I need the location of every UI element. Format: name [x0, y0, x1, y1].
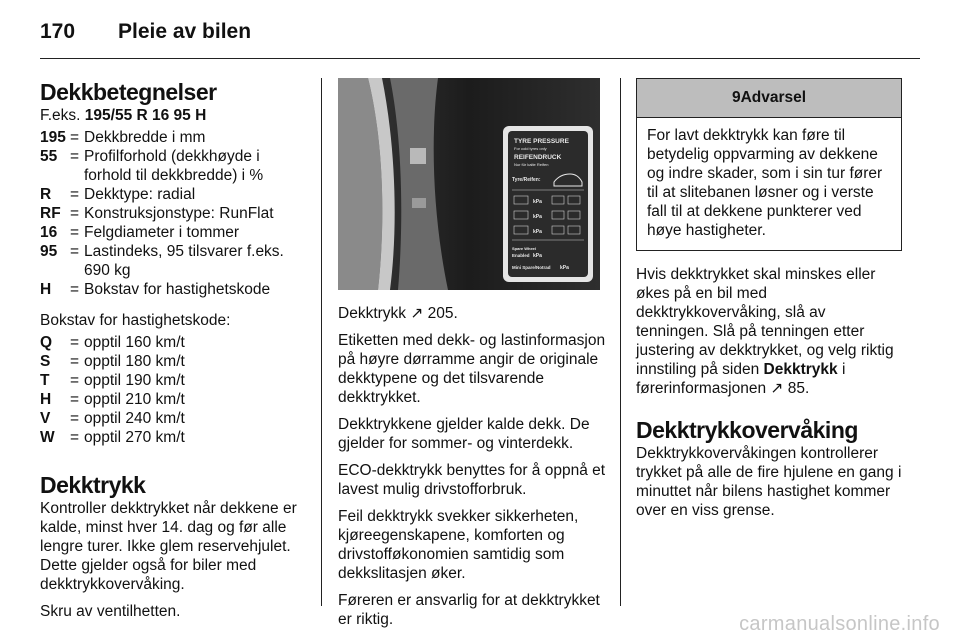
label-unit-3: kPa	[533, 229, 542, 235]
label-unit-4: kPa	[533, 253, 542, 259]
def-sep: =	[70, 243, 80, 260]
warning-title: Advarsel	[740, 89, 807, 106]
label-unit-2: kPa	[533, 214, 542, 220]
label-info-paragraph: Etiketten med dekk- og lastinformasjon på høyre dørramme angir de originale dekktypene og det tilsvarende dekktrykket.	[338, 332, 606, 406]
tpms-adjust-text-end: i førerinformasjonen	[636, 361, 846, 397]
def-text: Konstruksjonstype: RunFlat	[84, 205, 274, 222]
speed-row	[40, 371, 185, 390]
def-sep: =	[70, 148, 80, 165]
def-key: 95	[40, 243, 58, 260]
watermark: carmanualsonline.info	[739, 613, 940, 635]
speed-intro: Bokstav for hastighetskode:	[40, 312, 231, 329]
header-rule	[40, 58, 920, 59]
driver-responsibility-paragraph: Føreren er ansvarlig for at dekktrykket er riktig.	[338, 592, 600, 628]
speed-code-table	[40, 333, 185, 447]
def-text: Dekktype: radial	[84, 186, 196, 203]
heading-dekktrykk: Dekktrykk	[40, 472, 146, 498]
def-text: Bokstav for hastighetskode	[84, 281, 271, 298]
tpms-adjust-text: Hvis dekktrykket skal minskes eller økes på en bil med dekktrykkovervåking, slå av tenningen. Slå på tenningen etter justering av dekktrykket, og velg riktig innstiling på siden	[636, 266, 894, 378]
tpms-description-paragraph: Dekktrykkovervåkingen kontrollerer trykket på alle de fire hjulene en gang i minuttet når bilens hastighet kommer over en viss grense.	[636, 445, 902, 519]
arrow-icon: ↗︎	[770, 380, 784, 397]
speed-text: opptil 180 km/t	[84, 353, 185, 370]
label-unit-5: kPa	[560, 265, 569, 271]
label-spare-1: Spare Wheel	[512, 246, 537, 251]
def-row	[40, 128, 308, 147]
tpms-adjust-paragraph	[636, 265, 902, 398]
label-section: Tyre/Reifen:	[512, 177, 541, 183]
dekktrykk-ref-paragraph	[338, 304, 606, 323]
speed-row	[40, 428, 185, 447]
speed-text: opptil 160 km/t	[84, 334, 185, 351]
speed-key: W	[40, 429, 55, 446]
column-divider-1	[321, 78, 322, 606]
def-key: 55	[40, 148, 58, 165]
example-prefix: F.eks.	[40, 107, 81, 124]
def-sep: =	[70, 224, 80, 241]
def-row	[40, 242, 308, 280]
heading-dekkbetegnelser: Dekkbetegnelser	[40, 79, 217, 105]
speed-sep: =	[70, 372, 80, 389]
ref-page-link[interactable]: 85.	[787, 380, 810, 397]
def-row	[40, 280, 308, 299]
def-text: Lastindeks, 95 tilsvarer f.eks. 690 kg	[84, 243, 284, 279]
def-sep: =	[70, 186, 80, 203]
column-divider-2	[620, 78, 621, 606]
speed-sep: =	[70, 334, 80, 351]
tpms-menu-name: Dekktrykk	[763, 361, 838, 378]
speed-text: opptil 190 km/t	[84, 372, 185, 389]
cold-tyres-paragraph: Dekktrykkene gjelder kalde dekk. De gjelder for sommer- og vinterdekk.	[338, 416, 590, 452]
def-sep: =	[70, 205, 80, 222]
hinge-icon	[412, 198, 426, 208]
column-3	[636, 78, 902, 528]
ref-text: Dekktrykk	[338, 305, 407, 322]
def-row	[40, 223, 308, 242]
speed-sep: =	[70, 429, 80, 446]
speed-key: Q	[40, 334, 53, 351]
dekktrykk-paragraph: Kontroller dekktrykket når dekkene er kalde, minst hver 14. dag og før alle lengre turer. Ikke glem reservehjulet. Dette gjelder også for biler med dekktrykkovervåking.	[40, 500, 297, 593]
def-key: 195	[40, 129, 66, 146]
speed-sep: =	[70, 410, 80, 427]
example-value: 195/55 R 16 95 H	[84, 107, 207, 124]
label-title-2: For cold tyres only	[514, 146, 547, 151]
column-2	[338, 78, 606, 637]
speed-sep: =	[70, 353, 80, 370]
label-title-1: TYRE PRESSURE	[514, 138, 569, 145]
warning-text: For lavt dekktrykk kan føre til betydelig oppvarming av dekkene og indre skader, som i sin tur fører til at slitebanen løsner og i verste fall til at dekkene punkterer ved høye hastigheter.	[647, 127, 883, 239]
label-title-3: REIFENDRUCK	[514, 154, 562, 161]
speed-text: opptil 210 km/t	[84, 391, 185, 408]
warning-icon: 9	[731, 89, 741, 106]
heading-dekktrykkovervaking: Dekktrykkovervåking	[636, 417, 858, 443]
warning-header	[637, 79, 901, 118]
def-key: H	[40, 281, 52, 298]
speed-key: S	[40, 353, 51, 370]
def-row	[40, 147, 308, 185]
wrong-pressure-paragraph: Feil dekktrykk svekker sikkerheten, kjøreegenskapene, komforten og drivstofføkonomien samtidig som dekkslitasjen øker.	[338, 508, 579, 582]
arrow-icon: ↗︎	[410, 305, 424, 322]
page-number: 170	[40, 20, 76, 43]
def-sep: =	[70, 129, 80, 146]
latch-icon	[410, 148, 426, 164]
speed-key: V	[40, 410, 51, 427]
column-1	[40, 78, 308, 629]
speed-text: opptil 240 km/t	[84, 410, 185, 427]
speed-row	[40, 333, 185, 352]
label-title-4: Nur für kalte Reifen	[514, 162, 549, 167]
example-line	[40, 106, 308, 125]
label-spare-2: Enabled	[512, 253, 530, 258]
def-text: Dekkbredde i mm	[84, 129, 206, 146]
speed-key: T	[40, 372, 50, 389]
def-sep: =	[70, 281, 80, 298]
door-frame-illustration	[338, 78, 600, 290]
def-row	[40, 204, 308, 223]
ref-page-link[interactable]: 205.	[427, 305, 458, 322]
tyre-code-table	[40, 128, 308, 299]
speed-row	[40, 390, 185, 409]
speed-key: H	[40, 391, 52, 408]
door-frame-photo	[338, 78, 600, 290]
eco-paragraph: ECO-dekktrykk benyttes for å oppnå et lavest mulig drivstofforbruk.	[338, 462, 606, 498]
speed-row	[40, 352, 185, 371]
warning-box	[636, 78, 902, 251]
def-text: Felgdiameter i tommer	[84, 224, 240, 241]
label-spare-3: Mini Spare/Notrad	[512, 265, 551, 270]
def-key: R	[40, 186, 52, 203]
valve-cap-paragraph: Skru av ventilhetten.	[40, 603, 181, 620]
def-row	[40, 185, 308, 204]
page-header-title: Pleie av bilen	[118, 20, 252, 43]
def-text: Profilforhold (dekkhøyde i forhold til dekkbredde) i %	[84, 148, 264, 184]
speed-sep: =	[70, 391, 80, 408]
def-key: RF	[40, 205, 61, 222]
def-key: 16	[40, 224, 58, 241]
speed-text: opptil 270 km/t	[84, 429, 185, 446]
label-unit-1: kPa	[533, 199, 542, 205]
speed-row	[40, 409, 185, 428]
